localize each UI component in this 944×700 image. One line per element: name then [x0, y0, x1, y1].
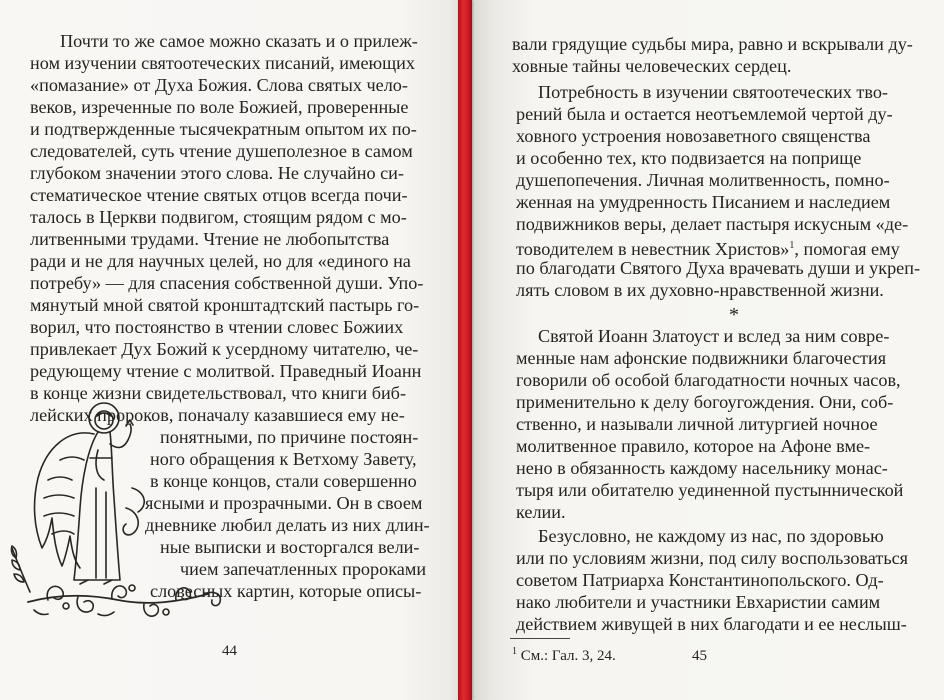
page-number: 45	[692, 648, 707, 664]
text-line: Почти то же самое можно сказать и о прилеж-	[60, 31, 418, 51]
text-line: советом Патриарха Константинопольского. Од-	[516, 570, 884, 590]
text-line: ховного устроения новозаветного священства	[516, 126, 871, 146]
text-line: тыря или обитателю уединенной пустыннической	[516, 480, 904, 500]
text-line: мянутый мной святой кронштадтский пастырь го-	[30, 295, 420, 315]
text-line: ворил, что постоянство в чтении словес Божиих	[30, 317, 404, 337]
text-line: душепопечения. Личная молитвенность, помно-	[516, 170, 890, 190]
text-line: дневнике любил делать из них длин-	[145, 515, 430, 535]
footnote-reference[interactable]: 1	[789, 240, 795, 251]
text-line: «помазание» от Духа Божия. Слова святых чело-	[30, 75, 408, 95]
text-line: веков, изреченные по воле Божией, проверенные	[30, 97, 409, 117]
text-line: следователей, суть чтение душеполезное в самом	[30, 141, 413, 161]
text-line: по благодати Святого Духа врачевать души и укреп-	[516, 258, 921, 278]
text-line: действием живущей в них благодати и ее неслыш-	[516, 614, 907, 634]
text-line: Святой Иоанн Златоуст и вслед за ним совре-	[538, 326, 890, 346]
text-line: ясными и прозрачными. Он в своем	[145, 493, 423, 513]
text-line: потребу» — для спасения собственной души. Упо-	[30, 273, 424, 293]
text-line: рений была и остается неотъемлемой чертой ду-	[516, 104, 893, 124]
text-line: стематическое чтение святых отцов всегда почи-	[30, 185, 408, 205]
text-line: ном изучении святоотеческих писаний, имеющих	[30, 53, 415, 73]
text-line: ради и не для научных целей, но для «единого на	[30, 251, 411, 271]
text-line: нако любители и участники Евхаристии самим	[516, 592, 881, 612]
text-line: и особенно тех, кто подвизается на поприще	[516, 148, 862, 168]
bookmark-ribbon	[458, 0, 472, 700]
text-span: , помогая ему	[794, 239, 900, 260]
footnote-mark: 1	[512, 646, 517, 657]
text-line: Потребность в изучении святоотеческих тво-	[538, 82, 888, 102]
text-span: товодителем в невестник Христов»	[516, 239, 790, 260]
text-line: или по условиям жизни, под силу воспользоваться	[516, 548, 909, 568]
text-line: и подтвержденные тысячекратным опытом их по-	[30, 119, 417, 139]
text-line: понятными, по причине постоян-	[160, 427, 419, 447]
text-line: ховные тайны человеческих сердец.	[512, 56, 792, 76]
text-line: в конце жизни свидетельствовал, что книги биб-	[30, 383, 406, 403]
text-line: подвижников веры, делает пастыря искусным «де-	[516, 214, 909, 234]
section-asterisk: *	[729, 304, 739, 326]
footnote-rule	[510, 638, 570, 639]
text-line: ного обращения к Ветхому Завету,	[150, 449, 417, 469]
left-page	[0, 0, 468, 700]
angel-illustration	[8, 388, 228, 628]
text-line: лять словом в их духовно-нравственной жизни.	[516, 280, 884, 300]
text-line: Безусловно, не каждому из нас, по здоровью	[538, 526, 884, 546]
text-line: келии.	[516, 502, 566, 522]
text-line: привлекает Дух Божий к усердному читателю, че-	[30, 339, 419, 359]
footnote	[512, 646, 616, 665]
text-line: вали грядущие судьбы мира, равно и вскрывали ду-	[512, 34, 913, 54]
page-number: 44	[222, 643, 237, 659]
text-line: талось в Церкви подвигом, стоящим рядом с мо-	[30, 207, 407, 227]
right-page	[468, 0, 944, 700]
text-line: применительно к делу богоугождения. Они, соб-	[516, 392, 894, 412]
text-line: менные нам афонские подвижники благочестия	[516, 348, 887, 368]
text-line: ственно, и называли личной литургией ночное	[516, 414, 878, 434]
text-line: чием запечатленных пророками	[180, 559, 427, 579]
text-line: женная на умудренность Писанием и наследием	[516, 192, 891, 212]
text-line: ные выписки и восторгался вели-	[160, 537, 420, 557]
text-line: лейских пророков, поначалу казавшиеся ему не-	[30, 405, 405, 425]
text-line: говорили об особой благодатности ночных часов,	[516, 370, 901, 390]
text-line: в конце концов, стали совершенно	[150, 471, 417, 491]
text-line: словесных картин, которые описы-	[150, 581, 422, 601]
text-line: молитвенное правило, которое на Афоне вме-	[516, 436, 871, 456]
text-line: глубоком значении этого слова. Не случайно си-	[30, 163, 404, 183]
text-line: нено в обязанность каждому насельнику монас-	[516, 458, 888, 478]
footnote-text: См.: Гал. 3, 24.	[520, 648, 616, 664]
text-line: редующему чтение с молитвой. Праведный Иоанн	[30, 361, 422, 381]
text-line: литвенными трудами. Чтение не любопытства	[30, 229, 390, 249]
